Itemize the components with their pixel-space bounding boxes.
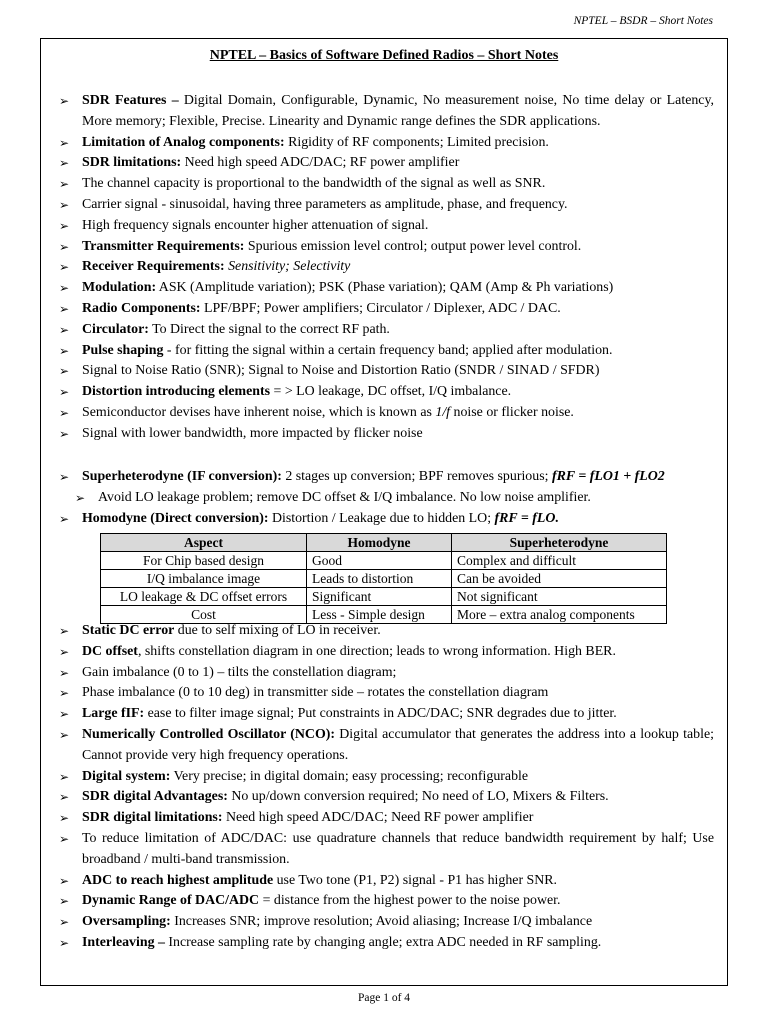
list-item bbox=[59, 767, 714, 788]
arrow-bullet-icon: ➢ bbox=[59, 790, 70, 805]
arrow-bullet-icon: ➢ bbox=[59, 94, 70, 108]
arrow-bullet-icon: ➢ bbox=[59, 177, 70, 192]
table-cell: Cost bbox=[101, 606, 307, 624]
list-item bbox=[59, 424, 714, 445]
list-item bbox=[59, 382, 714, 403]
item-text: Rigidity of RF components; Limited precision. bbox=[284, 134, 549, 150]
item-term: Interleaving – bbox=[82, 934, 165, 950]
item-text: Spurious emission level control; output power level control. bbox=[244, 238, 582, 254]
item-text: Distortion / Leakage due to hidden LO; bbox=[268, 510, 495, 526]
list-item bbox=[59, 663, 714, 684]
list-item bbox=[59, 195, 714, 216]
item-text: ease to filter image signal; Put constraints in ADC/DAC; SNR degrades due to jitter. bbox=[144, 706, 617, 722]
item-text: = distance from the highest power to the noise power. bbox=[259, 893, 561, 909]
item-text: Need high speed ADC/DAC; Need RF power amplifier bbox=[222, 810, 534, 826]
item-term: SDR digital limitations: bbox=[82, 810, 223, 826]
arrow-bullet-icon: ➢ bbox=[59, 343, 70, 358]
item-term: Modulation: bbox=[82, 280, 157, 296]
list-item bbox=[59, 871, 714, 892]
arrow-bullet-icon: ➢ bbox=[59, 239, 70, 254]
arrow-bullet-icon: ➢ bbox=[59, 686, 70, 701]
item-text: Signal to Noise Ratio (SNR); Signal to Noise and Distortion Ratio (SNDR / SINAD / SFDR) bbox=[82, 363, 600, 379]
list-item bbox=[59, 403, 714, 424]
item-text: Gain imbalance (0 to 1) – tilts the constellation diagram; bbox=[82, 664, 397, 680]
item-text: LPF/BPF; Power amplifiers; Circulator / Diplexer, ADC / DAC. bbox=[200, 300, 561, 316]
item-term: Digital system: bbox=[82, 768, 171, 784]
arrow-bullet-icon: ➢ bbox=[59, 665, 70, 680]
item-text: The channel capacity is proportional to the bandwidth of the signal as well as SNR. bbox=[82, 176, 546, 192]
list-item bbox=[59, 299, 714, 320]
table-cell: More – extra analog components bbox=[452, 606, 667, 624]
item-term: DC offset bbox=[82, 643, 138, 659]
item-term: Radio Components: bbox=[82, 300, 201, 316]
item-term: Limitation of Analog components: bbox=[82, 134, 285, 150]
item-text: Increase sampling rate by changing angle; extra ADC needed in RF sampling. bbox=[164, 934, 602, 950]
comparison-table bbox=[100, 533, 667, 624]
table-cell: Complex and difficult bbox=[452, 552, 667, 570]
table-row bbox=[101, 552, 667, 570]
arrow-bullet-icon: ➢ bbox=[59, 644, 70, 659]
table-cell: Not significant bbox=[452, 588, 667, 606]
item-text: Very precise; in digital domain; easy processing; reconfigurable bbox=[170, 768, 529, 784]
arrow-bullet-icon: ➢ bbox=[59, 301, 70, 316]
list-item bbox=[59, 829, 714, 871]
list-item bbox=[59, 278, 714, 299]
arrow-bullet-icon: ➢ bbox=[59, 218, 70, 233]
item-term: SDR Features – bbox=[82, 93, 179, 108]
list-item bbox=[59, 237, 714, 258]
arrow-bullet-icon: ➢ bbox=[59, 135, 70, 150]
table-cell: Leads to distortion bbox=[307, 570, 452, 588]
item-term: SDR digital Advantages: bbox=[82, 789, 228, 805]
arrow-bullet-icon: ➢ bbox=[59, 281, 70, 296]
list-item bbox=[59, 808, 714, 829]
item-italic-text: 1/f bbox=[435, 404, 451, 420]
item-term: Dynamic Range of DAC/ADC bbox=[82, 893, 260, 909]
arrow-bullet-icon: ➢ bbox=[59, 322, 70, 337]
table-header-row bbox=[101, 534, 667, 552]
notes-list-architectures bbox=[59, 467, 714, 529]
arrow-bullet-icon: ➢ bbox=[59, 707, 70, 722]
item-text: ASK (Amplitude variation); PSK (Phase variation); QAM (Amp & Ph variations) bbox=[156, 280, 614, 296]
table-cell: Good bbox=[307, 552, 452, 570]
list-item bbox=[59, 704, 714, 725]
page-title: NPTEL – Basics of Software Defined Radios – Short Notes bbox=[209, 48, 559, 63]
arrow-bullet-icon: ➢ bbox=[59, 727, 70, 742]
item-text: To reduce limitation of ADC/DAC: use quadrature channels that reduce bandwidth requirement by half; Use broadband / multi-band transmission. bbox=[82, 830, 714, 867]
item-term: ADC to reach highest amplitude bbox=[82, 872, 274, 888]
arrow-bullet-icon: ➢ bbox=[59, 511, 70, 526]
item-term: Numerically Controlled Oscillator (NCO): bbox=[82, 726, 336, 742]
item-text: Increases SNR; improve resolution; Avoid aliasing; Increase I/Q imbalance bbox=[170, 914, 593, 930]
arrow-bullet-icon: ➢ bbox=[59, 385, 70, 400]
list-item bbox=[59, 933, 714, 954]
item-text: = > LO leakage, DC offset, I/Q imbalance. bbox=[270, 384, 512, 400]
arrow-bullet-icon: ➢ bbox=[59, 769, 70, 784]
list-item bbox=[59, 257, 714, 278]
arrow-bullet-icon: ➢ bbox=[59, 260, 70, 275]
arrow-bullet-icon: ➢ bbox=[59, 197, 70, 212]
list-item bbox=[59, 725, 714, 767]
list-item bbox=[59, 341, 714, 362]
item-text: noise or flicker noise. bbox=[450, 404, 574, 420]
column-header: Superheterodyne bbox=[452, 534, 667, 552]
list-item-superheterodyne bbox=[59, 467, 714, 488]
table-cell: I/Q imbalance image bbox=[101, 570, 307, 588]
item-term: Oversampling: bbox=[82, 914, 171, 930]
item-text: Need high speed ADC/DAC; RF power amplifier bbox=[181, 155, 460, 171]
list-item bbox=[59, 912, 714, 933]
item-text: To Direct the signal to the correct RF path. bbox=[148, 321, 390, 337]
item-formula: fRF = fLO. bbox=[494, 510, 559, 526]
arrow-bullet-icon: ➢ bbox=[59, 364, 70, 379]
item-term: Circulator: bbox=[82, 321, 149, 337]
item-text: High frequency signals encounter higher attenuation of signal. bbox=[82, 217, 429, 233]
item-text: , shifts constellation diagram in one direction; leads to wrong information. High BER. bbox=[137, 643, 616, 659]
list-item bbox=[59, 891, 714, 912]
list-item bbox=[59, 361, 714, 382]
arrow-bullet-icon: ➢ bbox=[59, 426, 70, 441]
arrow-bullet-icon: ➢ bbox=[75, 490, 86, 505]
arrow-bullet-icon: ➢ bbox=[59, 935, 70, 950]
list-item bbox=[59, 787, 714, 808]
page-number: Page 1 of 4 bbox=[357, 992, 411, 1004]
arrow-bullet-icon: ➢ bbox=[59, 831, 70, 846]
arrow-bullet-icon: ➢ bbox=[59, 156, 70, 171]
item-term: SDR limitations: bbox=[82, 155, 182, 171]
table-body bbox=[101, 552, 667, 624]
list-item bbox=[59, 133, 714, 154]
arrow-bullet-icon: ➢ bbox=[59, 470, 70, 484]
item-term: Pulse shaping bbox=[82, 342, 164, 358]
item-term: Transmitter Requirements: bbox=[82, 238, 245, 254]
list-item-homodyne bbox=[59, 509, 714, 530]
item-term: Superheterodyne (IF conversion): bbox=[82, 469, 282, 484]
list-item bbox=[59, 621, 714, 642]
notes-list-digital bbox=[59, 621, 714, 954]
item-text: Digital accumulator that generates the address into a lookup table; Cannot provide very high frequency operations. bbox=[82, 726, 714, 763]
arrow-bullet-icon: ➢ bbox=[59, 624, 70, 638]
item-text: No up/down conversion required; No need of LO, Mixers & Filters. bbox=[227, 789, 609, 805]
item-text: Carrier signal - sinusoidal, having three parameters as amplitude, phase, and frequency. bbox=[82, 196, 568, 212]
item-text: use Two tone (P1, P2) signal - P1 has higher SNR. bbox=[273, 872, 558, 888]
item-term: Distortion introducing elements bbox=[82, 384, 271, 400]
arrow-bullet-icon: ➢ bbox=[59, 811, 70, 826]
arrow-bullet-icon: ➢ bbox=[59, 915, 70, 930]
list-item bbox=[59, 174, 714, 195]
running-header: NPTEL – BSDR – Short Notes bbox=[573, 15, 713, 27]
table-cell: For Chip based design bbox=[101, 552, 307, 570]
table-row bbox=[101, 570, 667, 588]
item-text: 2 stages up conversion; BPF removes spurious; bbox=[281, 469, 552, 484]
column-header: Aspect bbox=[101, 534, 307, 552]
item-term: Static DC error bbox=[82, 623, 175, 638]
table-cell: Significant bbox=[307, 588, 452, 606]
item-text: - for fitting the signal within a certain frequency band; applied after modulation. bbox=[163, 342, 613, 358]
notes-list-general bbox=[59, 91, 714, 445]
item-text: Avoid LO leakage problem; remove DC offset & I/Q imbalance. No low noise amplifier. bbox=[98, 489, 591, 505]
list-item bbox=[59, 320, 714, 341]
list-item bbox=[59, 642, 714, 663]
item-formula: fRF = fLO1 + fLO2 bbox=[551, 469, 665, 484]
column-header: Homodyne bbox=[307, 534, 452, 552]
item-text: due to self mixing of LO in receiver. bbox=[174, 623, 381, 638]
list-item bbox=[59, 216, 714, 237]
item-text: Signal with lower bandwidth, more impacted by flicker noise bbox=[82, 425, 423, 441]
item-text: Semiconductor devises have inherent noise, which is known as bbox=[82, 404, 436, 420]
list-item bbox=[59, 91, 714, 133]
list-item bbox=[59, 153, 714, 174]
table-cell: Can be avoided bbox=[452, 570, 667, 588]
list-item bbox=[59, 683, 714, 704]
item-term: Receiver Requirements: bbox=[82, 259, 225, 275]
arrow-bullet-icon: ➢ bbox=[59, 873, 70, 888]
item-italic-text: Sensitivity; Selectivity bbox=[228, 259, 351, 275]
list-item-superheterodyne-note bbox=[75, 488, 714, 509]
arrow-bullet-icon: ➢ bbox=[59, 894, 70, 909]
item-term: Homodyne (Direct conversion): bbox=[82, 510, 269, 526]
item-text: Digital Domain, Configurable, Dynamic, No measurement noise, No time delay or Latency, More memory; Flexible, Precise. Linearity and Dynamic range defines the SDR applications. bbox=[82, 93, 714, 129]
table-cell: Less - Simple design bbox=[307, 606, 452, 624]
arrow-bullet-icon: ➢ bbox=[59, 405, 70, 420]
item-text: Phase imbalance (0 to 10 deg) in transmitter side – rotates the constellation diagram bbox=[82, 685, 549, 701]
table-row bbox=[101, 588, 667, 606]
table-cell: LO leakage & DC offset errors bbox=[101, 588, 307, 606]
item-term: Large fIF: bbox=[82, 706, 145, 722]
